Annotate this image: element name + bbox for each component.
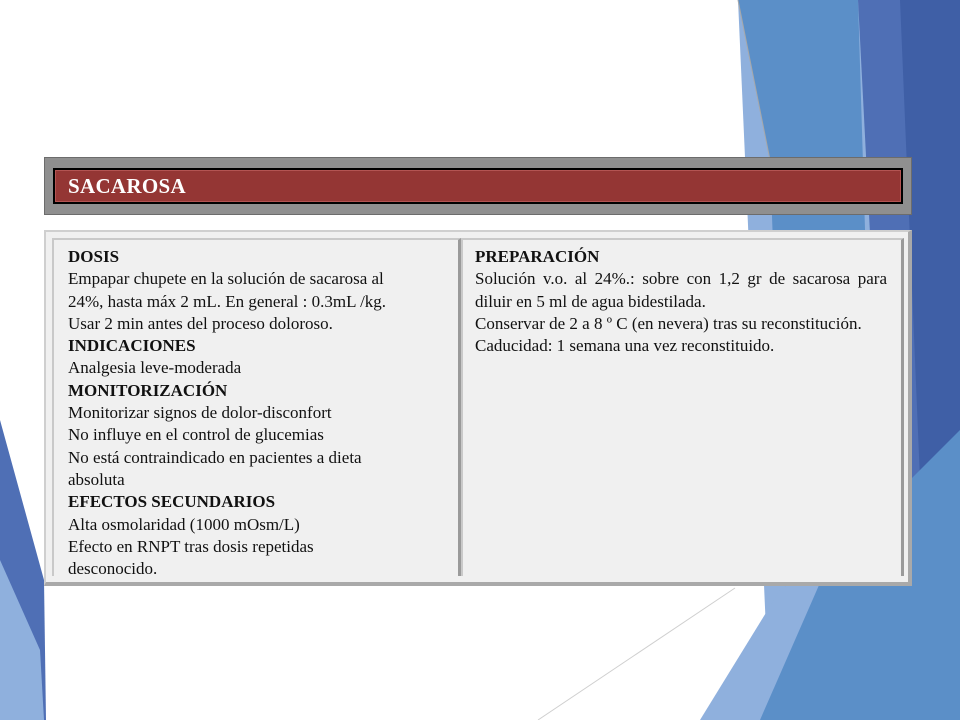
drug-title-bar — [55, 170, 901, 202]
efectos-line: desconocido. — [68, 559, 158, 579]
indicaciones-line: Analgesia leve-moderada — [68, 358, 242, 378]
monitorizacion-line: Monitorizar signos de dolor-disconfort — [68, 403, 332, 423]
efectos-line: Alta osmolaridad (1000 mOsm/L) — [68, 514, 300, 534]
thin-line-2 — [538, 588, 735, 720]
right-column — [461, 238, 904, 576]
monitorizacion-heading: MONITORIZACIÓN — [68, 380, 228, 400]
efectos-line: Efecto en RNPT tras dosis repetidas — [68, 536, 314, 556]
preparacion-paragraph: Solución v.o. al 24%.: sobre con 1,2 gr de sacarosa para diluir en 5 ml de agua bidestilada. — [475, 269, 887, 311]
dosis-line: Empapar chupete en la solución de sacarosa al — [68, 269, 384, 289]
preparacion-paragraph: Caducidad: 1 semana una vez reconstituido. — [475, 336, 775, 356]
monitorizacion-line: No está contraindicado en pacientes a dieta — [68, 447, 362, 467]
left-column — [52, 238, 461, 579]
drug-info-table — [44, 230, 912, 586]
dosis-line: Usar 2 min antes del proceso doloroso. — [68, 313, 333, 333]
drug-title: SACAROSA — [68, 173, 186, 198]
dosis-heading: DOSIS — [68, 247, 120, 266]
drug-title-header — [44, 157, 912, 215]
preparacion-paragraph: Conservar de 2 a 8 º C (en nevera) tras su reconstitución. — [475, 313, 862, 333]
indicaciones-heading: INDICACIONES — [68, 336, 196, 356]
drug-title-frame — [53, 168, 903, 204]
dosis-line: 24%, hasta máx 2 mL. En general : 0.3mL /kg. — [68, 291, 387, 311]
monitorizacion-line: absoluta — [68, 469, 125, 489]
preparacion-heading: PREPARACIÓN — [475, 247, 600, 266]
efectos-heading: EFECTOS SECUNDARIOS — [68, 492, 276, 512]
monitorizacion-line: No influye en el control de glucemias — [68, 425, 324, 445]
